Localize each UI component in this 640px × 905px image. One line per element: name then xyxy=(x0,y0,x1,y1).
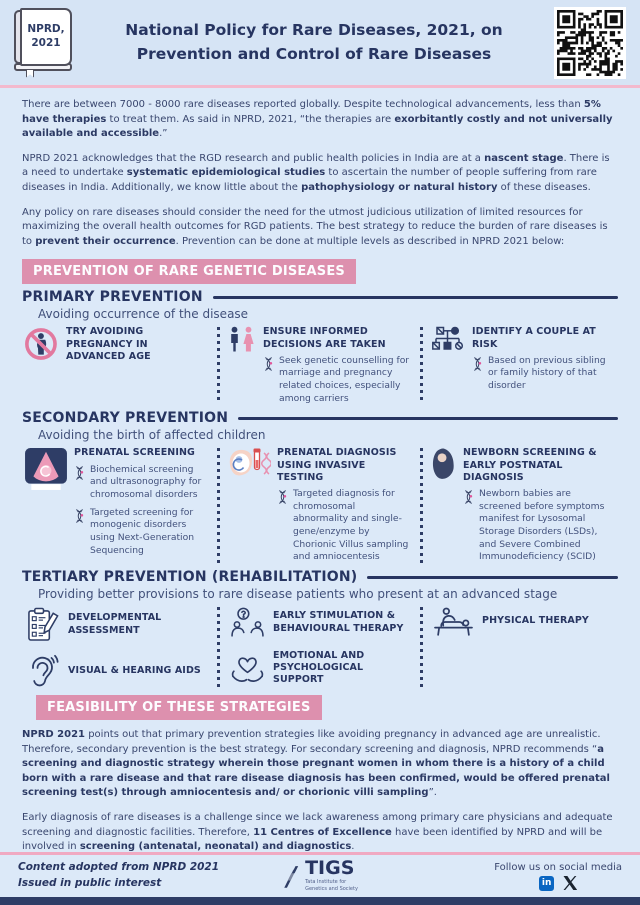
item-title: DEVELOPMENTAL ASSESSMENT xyxy=(68,612,162,636)
item-title: TRY AVOIDING PREGNANCY IN ADVANCED AGE xyxy=(66,326,151,362)
tertiary-column-2 xyxy=(225,604,415,691)
dotted-separator xyxy=(420,327,423,404)
page-title xyxy=(82,19,546,66)
social-icons xyxy=(539,876,577,891)
item-title: EARLY STIMULATION & BEHAVIOURAL THERAPY xyxy=(273,610,404,634)
fetus-testtube-icon xyxy=(227,447,271,485)
linkedin-icon[interactable]: in xyxy=(539,876,554,891)
couple-icon xyxy=(227,326,257,353)
bottom-bar xyxy=(0,897,640,905)
heading-rule xyxy=(213,296,618,299)
bullet-text: Biochemical screening and ultrasonography for chromosomal disorders xyxy=(90,463,202,500)
item-title: VISUAL & HEARING AIDS xyxy=(68,664,201,676)
tigs-logo-subtext xyxy=(305,879,358,893)
tigs-logo-mark xyxy=(282,863,300,889)
tertiary-item-developmental-assessment xyxy=(27,607,207,642)
item-title: NEWBORN SCREENING & EARLY POSTNATAL DIAGNOSIS xyxy=(463,447,597,483)
item-title: PHYSICAL THERAPY xyxy=(482,615,589,627)
dna-icon xyxy=(263,356,274,372)
clipboard-checklist-icon xyxy=(27,607,60,642)
dotted-separator xyxy=(217,448,220,563)
bullet-text: Based on previous sibling or family history of that disorder xyxy=(488,354,606,392)
ultrasound-icon xyxy=(24,447,68,491)
dotted-separator xyxy=(217,327,220,404)
primary-item-avoid-pregnancy xyxy=(22,324,212,407)
ear-icon xyxy=(27,654,60,688)
tertiary-subtitle: Providing better provisions to rare disease patients who present at an advanced stage xyxy=(38,587,558,601)
secondary-item-prenatal-screening xyxy=(22,445,212,566)
book-icon xyxy=(14,8,74,78)
footer-attribution-line2: Issued in public interest xyxy=(18,877,162,889)
tertiary-heading-text: TERTIARY PREVENTION (REHABILITATION) xyxy=(22,569,358,585)
secondary-columns xyxy=(22,445,618,566)
qr-code xyxy=(554,7,626,79)
bookmark-ribbon xyxy=(26,69,34,78)
book-label-line2: 2021 xyxy=(31,36,61,49)
follow-us-label: Follow us on social media xyxy=(494,861,623,873)
heart-in-hands-icon xyxy=(230,652,265,684)
bullet-text: Targeted screening for monogenic disorders using Next-Generation Sequencing xyxy=(90,506,195,556)
dna-icon xyxy=(463,489,474,505)
counselling-question-icon xyxy=(230,607,265,638)
page-title-line2: Prevention and Control of Rare Diseases xyxy=(136,44,492,63)
dotted-separator xyxy=(420,607,423,688)
dotted-separator xyxy=(217,607,220,688)
tertiary-item-early-stimulation xyxy=(230,607,410,638)
secondary-subtitle: Avoiding the birth of affected children xyxy=(38,428,266,443)
tertiary-item-physical-therapy xyxy=(433,607,613,636)
secondary-item-invasive-testing xyxy=(225,445,415,566)
item-title: PRENATAL SCREENING xyxy=(74,447,195,459)
intro-paragraph-2: NPRD 2021 acknowledges that the RGD research and public health policies in India are at a nascent stage. There is a need to undertake systematic epidemiological studies to ascertain the number of people suffering from rare diseases in India. Additionally, we know little about the pathophysiology or natural history of these diseases. xyxy=(22,152,610,193)
tertiary-column-3 xyxy=(428,604,618,691)
x-icon[interactable] xyxy=(563,876,577,890)
intro-paragraph-3: Any policy on rare diseases should consider the need for the utmost judicious utilization of limited resources for maximizing the overall health outcomes for RGD patients. The best strategy to reduce the burden of rare diseases is to prevent their occurrence. Prevention can be done at multiple levels as described in NPRD 2021 below: xyxy=(22,206,608,247)
primary-section-heading xyxy=(22,289,618,305)
primary-columns xyxy=(22,324,618,407)
book-cover xyxy=(20,8,72,66)
tertiary-columns xyxy=(22,604,618,691)
item-title: EMOTIONAL AND PSYCHOLOGICAL SUPPORT xyxy=(273,650,365,686)
secondary-heading-text: SECONDARY PREVENTION xyxy=(22,410,229,427)
book-label xyxy=(27,23,64,50)
bullet-text: Targeted diagnosis for chromosomal abnormality and single-gene/enzyme by Chorionic Villus sampling and amniocentesis xyxy=(293,487,409,563)
dna-bullet xyxy=(74,507,207,558)
secondary-item-newborn-screening xyxy=(428,445,618,566)
tigs-sub-line1: Tata Institute for xyxy=(305,879,347,886)
newborn-icon xyxy=(430,447,457,482)
item-title: IDENTIFY A COUPLE AT RISK xyxy=(472,326,596,350)
item-title: PRENATAL DIAGNOSIS USING INVASIVE TESTING xyxy=(277,447,397,483)
dna-bullet xyxy=(472,355,613,393)
dotted-separator xyxy=(420,448,423,563)
footer-attribution xyxy=(18,860,282,892)
tigs-sub-line2: Genetics and Society xyxy=(305,886,358,892)
heading-rule xyxy=(367,576,618,579)
bullet-text: Newborn babies are screened before symptoms manifest for Lysosomal Storage Disorders (LSDs), and Severe Combined Immunodeficiency (SCID) xyxy=(479,487,605,563)
page-title-line1: National Policy for Rare Diseases, 2021, on xyxy=(125,21,503,40)
heading-rule xyxy=(238,417,618,420)
dna-icon xyxy=(277,489,288,505)
tigs-logo-text: TIGS xyxy=(305,857,355,880)
footer xyxy=(0,855,640,897)
tertiary-item-emotional-support xyxy=(230,650,410,686)
no-pregnancy-icon xyxy=(24,326,60,362)
book-label-line1: NPRD, xyxy=(27,22,65,35)
dna-bullet xyxy=(463,488,613,564)
item-title: ENSURE INFORMED DECISIONS ARE TAKEN xyxy=(263,326,386,350)
tertiary-item-visual-hearing-aids xyxy=(27,654,207,688)
primary-item-informed-decisions xyxy=(225,324,415,407)
dna-bullet xyxy=(263,355,410,406)
secondary-section-heading xyxy=(22,410,618,426)
primary-heading-text: PRIMARY PREVENTION xyxy=(22,289,203,306)
tigs-logo xyxy=(282,859,358,893)
feasibility-paragraph-2: Early diagnosis of rare diseases is a challenge since we lack awareness among primary care physicians and adequate screening and diagnostic facilities. Therefore, 11 Centres of Excellence have been identified by NPRD and will be involved in screening (antenatal, neonatal) and diagnostics. xyxy=(22,811,613,852)
feasibility-paragraph-1: NPRD 2021 points out that primary prevention strategies like avoiding pregnancy in advanced age are unrealistic. Therefore, secondary prevention is the best strategy. For secondary screening and diagnosis, NPRD recommends “a screening and diagnostic strategy wherein those pregnant women in whom there is a history of a child born with a rare disease and that rare disease diagnosis has been confirmed, would be offered prenatal screening test(s) through amniocentesis and/ or chorionic villi sampling”. xyxy=(22,729,610,799)
tertiary-section-heading xyxy=(22,569,618,585)
bullet-text: Seek genetic counselling for marriage and pregnancy related choices, especially among carriers xyxy=(279,354,410,404)
dna-icon xyxy=(74,508,85,524)
physical-therapy-icon xyxy=(433,607,474,636)
footer-social xyxy=(358,862,622,891)
prevention-banner: PREVENTION OF RARE GENETIC DISEASES xyxy=(22,259,356,284)
header xyxy=(0,0,640,88)
dna-icon xyxy=(472,356,483,372)
primary-subtitle: Avoiding occurrence of the disease xyxy=(38,307,249,322)
feasibility-banner: FEASIBILITY OF THESE STRATEGIES xyxy=(36,695,322,720)
intro-paragraph-1: There are between 7000 - 8000 rare diseases reported globally. Despite technological advancements, less than 5% have therapies to treat them. As said in NPRD, 2021, “the therapies are exorbitantly costly and not universally available and accessible.” xyxy=(22,99,613,140)
footer-attribution-line1: Content adopted from NPRD 2021 xyxy=(18,861,220,874)
primary-item-couple-at-risk xyxy=(428,324,618,407)
pedigree-icon xyxy=(430,326,466,355)
tertiary-column-1 xyxy=(22,604,212,691)
dna-bullet xyxy=(74,464,207,502)
main-content xyxy=(0,88,640,852)
dna-icon xyxy=(74,465,85,481)
dna-bullet xyxy=(277,488,410,564)
